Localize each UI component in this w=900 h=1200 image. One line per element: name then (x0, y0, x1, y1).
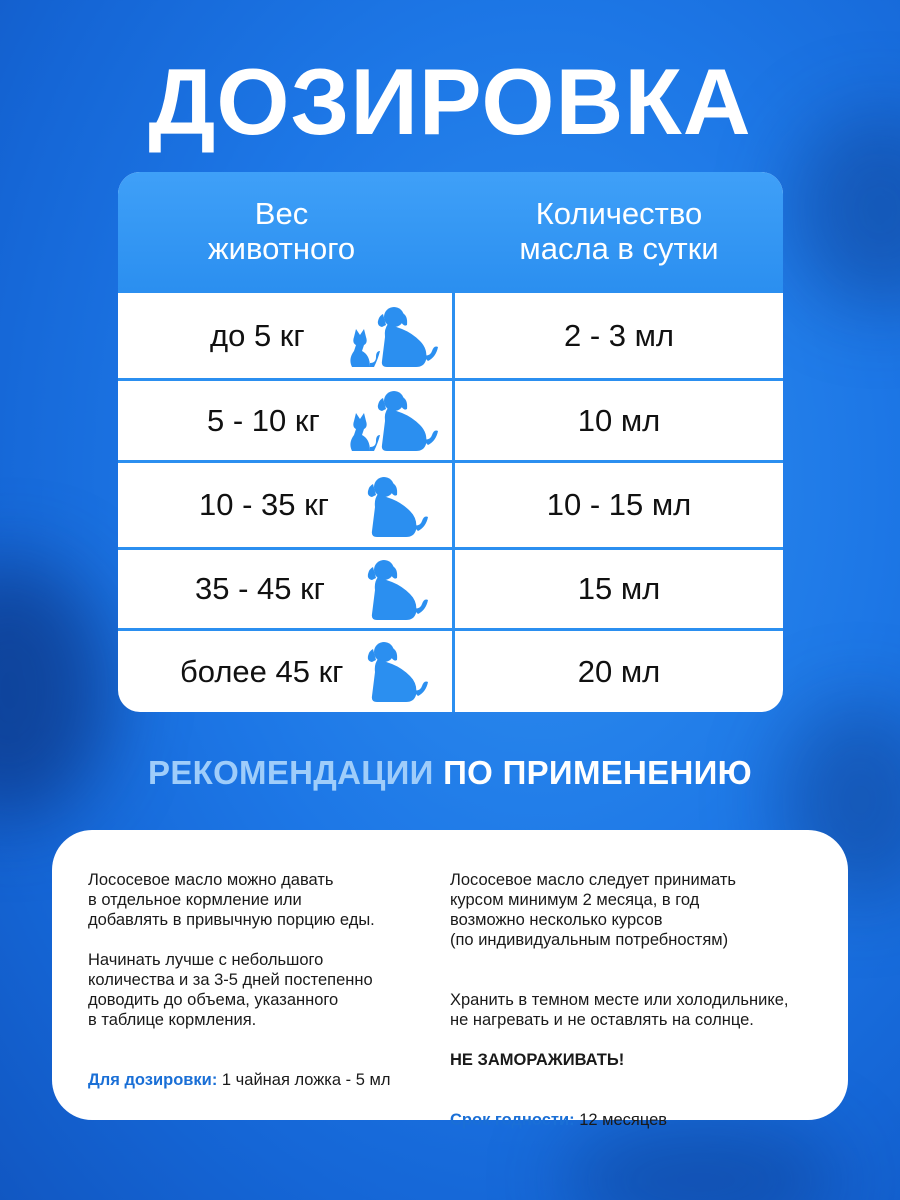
table-row (118, 290, 783, 378)
weight-cell (118, 463, 455, 547)
weight-cell (118, 631, 455, 712)
cat-and-dog-icon (346, 389, 441, 455)
dose-info (88, 1050, 428, 1090)
recommendations-right-column (450, 870, 830, 1130)
header-weight: Вес животного (207, 196, 356, 266)
weight-text: 10 - 35 кг (199, 487, 329, 522)
dog-icon (356, 475, 434, 539)
dose-cell: 10 - 15 мл (546, 487, 692, 522)
weight-text: 5 - 10 кг (207, 402, 320, 438)
dog-icon (356, 558, 434, 622)
weight-text: более 45 кг (180, 653, 344, 689)
dose-cell: 2 - 3 мл (563, 317, 675, 353)
recommendation-text: Лососевое масло следует принимать курсом минимум 2 месяца, в год возможно несколько курсов (по индивидуальным потребностям) (450, 871, 737, 949)
header-dose: Количество масла в сутки (519, 196, 719, 266)
table-row (118, 628, 783, 712)
weight-text: до 5 кг (210, 317, 305, 353)
page-title: ДОЗИРОВКА (148, 49, 752, 154)
weight-cell (118, 550, 455, 628)
shelf-life-value: 12 месяцев (574, 1111, 668, 1129)
recommendation-text: Лососевое масло можно давать в отдельное кормление или добавлять в привычную порцию еды. (88, 871, 375, 929)
storage-text: Хранить в темном месте или холодильнике, не нагревать и не оставлять на солнце. (450, 991, 789, 1029)
table-row (118, 378, 783, 460)
weight-cell (118, 293, 455, 378)
dosage-table (118, 172, 783, 712)
freeze-warning: НЕ ЗАМОРАЖИВАТЬ! (450, 1051, 625, 1069)
recommendations-title (0, 754, 900, 792)
recommendations-left-column (88, 870, 428, 1090)
dose-label: Для дозировки: (88, 1071, 218, 1089)
recommendation-text: Начинать лучше с небольшого количества и за 3-5 дней постепенно доводить до объема, указанного в таблице кормления. (88, 951, 373, 1029)
table-row (118, 460, 783, 547)
dose-cell: 20 мл (577, 653, 661, 689)
dog-icon (356, 640, 434, 704)
weight-text: 35 - 45 кг (195, 571, 325, 606)
table-row (118, 547, 783, 628)
shelf-life-label: Срок годности: (450, 1111, 575, 1129)
weight-cell (118, 381, 455, 460)
dose-cell: 15 мл (577, 571, 661, 606)
dose-cell: 10 мл (577, 402, 661, 438)
cat-and-dog-icon (346, 305, 441, 371)
storage-info (450, 970, 830, 1070)
dose-value: 1 чайная ложка - 5 мл (217, 1071, 391, 1089)
recommendations-title-white: ПО ПРИМЕНЕНИЮ (443, 754, 752, 791)
recommendations-card (52, 830, 848, 1129)
table-header (118, 172, 783, 290)
shelf-life-info (450, 1090, 830, 1130)
recommendations-title-light: РЕКОМЕНДАЦИИ (148, 754, 434, 791)
